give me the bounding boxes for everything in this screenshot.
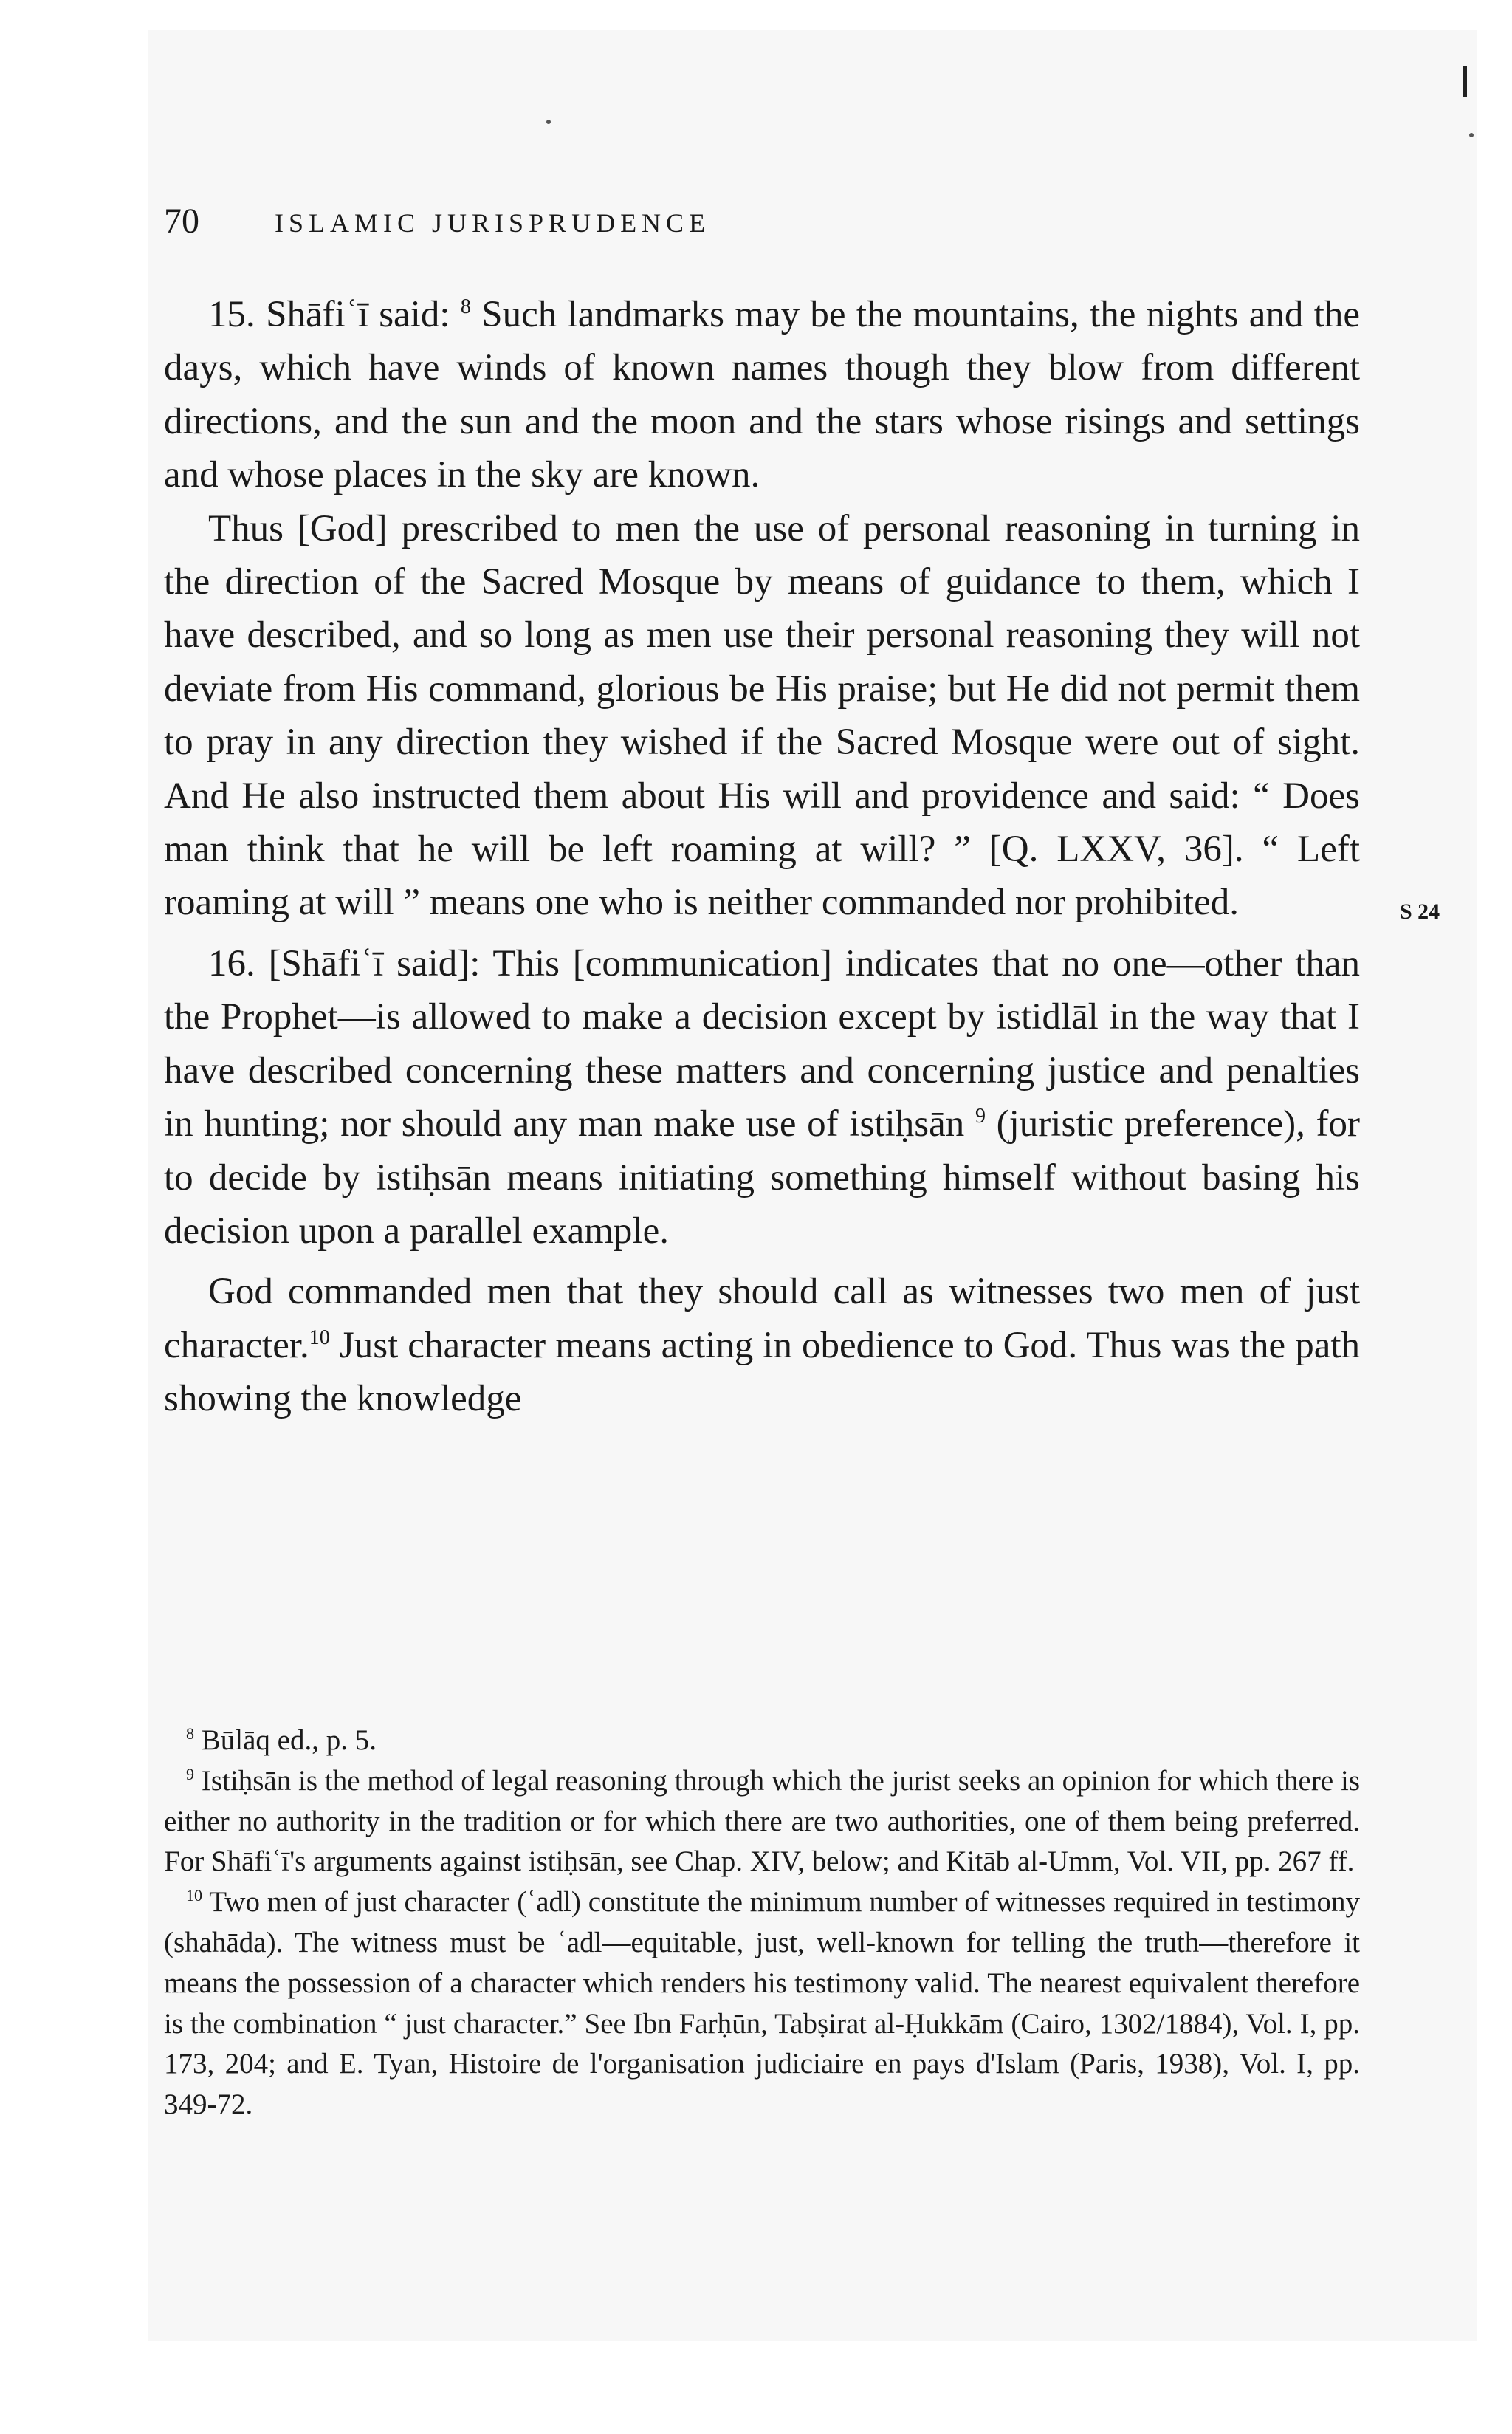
footnote-9 — [164, 1761, 1360, 1882]
paragraph-16-continued — [164, 1265, 1360, 1425]
page-number: 70 — [164, 202, 199, 241]
paragraph-number: 15. — [208, 294, 255, 335]
paragraph-text: (juristic preference), for to decide by istiḥsān means initiating something himself without basing his decision upon a parallel example. — [164, 1103, 1361, 1252]
footnote-mark: 10 — [186, 1886, 202, 1905]
paragraph-text: Such landmarks may be the mountains, the nights and the days, which have winds of known names though they blow from different directions, and the sun and the moon and the stars whose risings and settings and whose places in the sky are known. — [164, 294, 1360, 496]
footnote-8 — [164, 1721, 1360, 1761]
paragraph-text: Thus [God] prescribed to men the use of personal reasoning in turning in the direction of the Sacred Mosque by means of guidance to them, which I have described, and so long as men use their personal reasoning they will not deviate from His command, glorious be His praise; but He did not permit them to pray in any direction they wished if the Sacred Mosque were out of sight. And He also instructed them about His will and providence and said: “ Does man think that he will be left roaming at will? ” [Q. LXXV, 36]. “ Left roaming at will ” means one who is neither commanded nor prohibited. — [164, 507, 1360, 924]
footnote-ref[interactable]: 9 — [975, 1105, 986, 1128]
scan-mark — [1463, 66, 1467, 97]
scan-speck — [1469, 133, 1474, 137]
footnote-text: Two men of just character (ʿadl) constitute the minimum number of witnesses required in testimony (shahāda). The witness must be ʿadl—equitable, just, well-known for telling the truth—therefore it means the possession of a character which renders his testimony valid. The nearest equivalent therefore is the combination “ just character.” See Ibn Farḥūn, Tabṣirat al-Ḥukkām (Cairo, 1302/1884), Vol. I, pp. 173, 204; and E. Tyan, Histoire de l'organisation judiciaire en pays d'Islam (Paris, 1938), Vol. I, pp. 349-72. — [164, 1886, 1360, 2121]
paragraph-15-continued — [164, 502, 1360, 930]
body-text — [164, 288, 1360, 1426]
paragraph-text: Just character means acting in obedience to God. Thus was the path showing the knowledge — [164, 1324, 1360, 1420]
footnotes — [164, 1721, 1360, 2125]
footnote-mark: 8 — [186, 1724, 194, 1743]
footnote-text: Būlāq ed., p. 5. — [201, 1724, 377, 1756]
paragraph-lead: Shāfiʿī said: — [266, 294, 450, 335]
paragraph-lead: [Shāfiʿī said]: This [communication] indicates that no one—other than the Prophet—is allowed to make a decision except by istidlāl in the way that I have described concerning these matters and concerning justice and penalties in hunting; nor should any man make use of istiḥsān — [164, 942, 1361, 1145]
scan-speck — [546, 120, 551, 124]
paragraph-16 — [164, 937, 1360, 1258]
margin-note: S 24 — [1400, 899, 1440, 924]
footnote-mark: 9 — [186, 1764, 194, 1783]
footnote-text: Istiḥsān is the method of legal reasoning through which the jurist seeks an opinion for which there is either no authority in the tradition or for which there are two authorities, one of them being preferred. For Shāfiʿī's arguments against istiḥsān, see Chap. XIV, below; and Kitāb al-Umm, Vol. VII, pp. 267 ff. — [164, 1764, 1361, 1878]
footnote-ref[interactable]: 10 — [309, 1326, 330, 1349]
paragraph-15 — [164, 288, 1360, 502]
footnote-ref[interactable]: 8 — [460, 295, 471, 318]
footnote-10 — [164, 1882, 1360, 2125]
running-head: ISLAMIC JURISPRUDENCE — [275, 208, 711, 238]
paragraph-lead: God commanded men that they should call as witnesses two men of just character. — [164, 1271, 1360, 1366]
page-header — [164, 199, 1375, 244]
paragraph-number: 16. — [208, 942, 255, 984]
